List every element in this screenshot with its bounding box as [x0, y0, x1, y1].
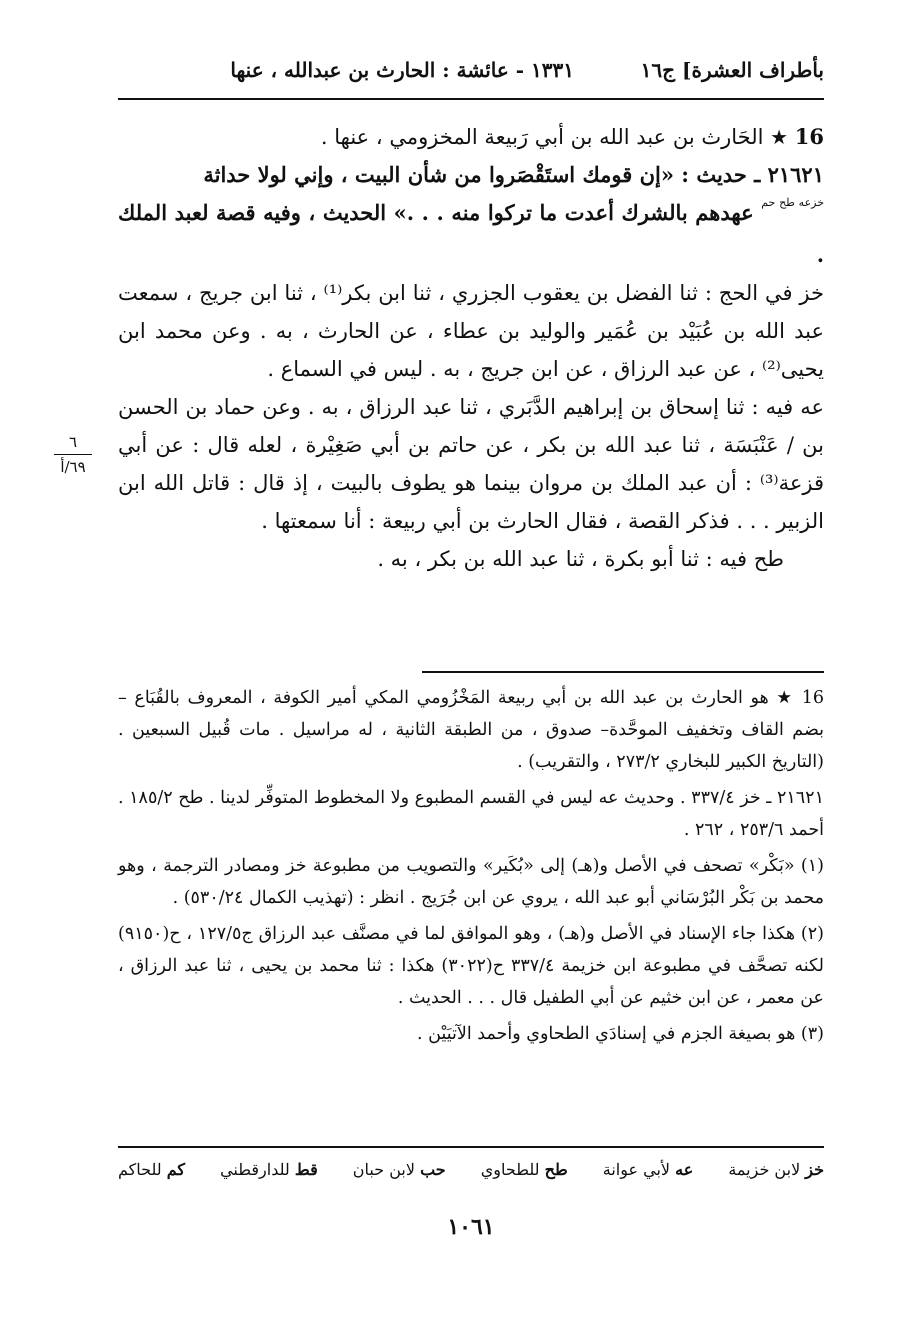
entry-number: 16 [794, 124, 824, 149]
margin-note-bottom: ٦٩/أ [60, 458, 86, 476]
hadith-sigla: خزعه طح حم [761, 196, 825, 209]
abbreviation-item: حب لابن حبان [352, 1160, 446, 1179]
abbreviation-rule [118, 1146, 824, 1148]
footnote: (١) «بَكْر» تصحف في الأصل و(هـ) إلى «بُكَير» والتصويب من مطبوعة خز ومصادر الترجمة ، وهو محمد بن بَكْر البُرْسَاني أبو عبد الله ، يروي عن ابن جُرَيج . انظر : (تهذيب الكمال ٥٣٠/٢٤) . [118, 856, 824, 908]
hadith-number: ٢١٦٢١ [767, 162, 824, 187]
entry-title: الحَارث بن عبد الله بن أبي رَبيعة المخزومي ، عنها . [320, 125, 764, 149]
abbreviation-item: كم للحاكم [118, 1160, 186, 1179]
abbreviation-item: قط للدارقطني [220, 1160, 318, 1179]
isnad-paragraph: عه فيه : ثنا إسحاق بن إبراهيم الدَّبَري ، ثنا عبد الرزاق ، به . وعن حماد بن الحسن بن / عَنْبَسَة ، ثنا عبد الله بن بكر ، عن حاتم بن أبي صَغِيْرة ، لعله قال : عن أبي قزعة⁽³⁾ : أن عبد الملك بن مروان بينما هو يطوف بالبيت ، إذ قال : قاتل الله ابن الزبير . . . فذكر القصة ، فقال الحارث بن أبي ربيعة : أنا سمعتها . [118, 395, 824, 533]
margin-note-top: ٦ [68, 433, 78, 451]
footnote: 16 ★ هو الحارث بن عبد الله بن أبي ربيعة المَخْزُومي المكي أمير الكوفة ، المعروف بالقُبَاع – بضم القاف وتخفيف الموحَّدة– صدوق ، من الطبقة الثانية ، له مراسيل . مات قُبيل السبعين . (التاريخ الكبير للبخاري ٢٧٣/٢ ، والتقريب) . [118, 688, 824, 772]
header-entry-ref: ١٣٣١ - عائشة : الحارث بن عبدالله ، عنها [230, 58, 574, 82]
hadith-line-1: ـ حديث : «إن قومك استَقْصَروا من شأن البيت ، وإني لولا حداثة [203, 162, 761, 187]
footnote-rule [422, 671, 824, 673]
margin-folio-note [52, 433, 94, 476]
abbreviation-key [118, 1160, 824, 1179]
footnote: (٢) هكذا جاء الإسناد في الأصل و(هـ) ، وهو الموافق لما في مصنَّف عبد الرزاق ج١٢٧/٥ ، ح(٩١٥٠) لكنه تصحَّف في مطبوعة ابن خزيمة ٣٣٧/٤ ح(٣٠٢٢) هكذا : ثنا محمد بن يحيى ، ثنا عبد الرزاق ، عن معمر ، عن ابن خثيم عن أبي الطفيل قال . . . الحديث . [118, 924, 825, 1008]
page-number: ١٠٦١ [447, 1214, 495, 1240]
running-header [118, 58, 824, 92]
hadith-text [118, 156, 824, 274]
footnote: (٣) هو بصيغة الجزم في إسنادَي الطحاوي وأحمد الآتيَيْن . [416, 1024, 824, 1044]
header-book-title: بأطراف العشرة] ج١٦ [640, 58, 824, 82]
abbreviation-item: عه لأبي عوانة [602, 1160, 694, 1179]
star-icon: ★ [770, 125, 789, 149]
abbreviation-item: خز لابن خزيمة [728, 1160, 824, 1179]
header-rule [118, 98, 824, 100]
isnad-paragraph: طح فيه : ثنا أبو بكرة ، ثنا عبد الله بن بكر ، به . [377, 547, 784, 571]
margin-note-divider [54, 454, 92, 455]
hadith-line-2: عهدهم بالشرك أعدت ما تركوا منه . . .» الحديث ، وفيه قصة لعبد الملك . [118, 200, 824, 267]
footnote: ٢١٦٢١ ـ خز ٣٣٧/٤ . وحديث عه ليس في القسم المطبوع ولا المخطوط المتوفِّر لدينا . طح ١٨٥/٢ . أحمد ٢٥٣/٦ ، ٢٦٢ . [118, 788, 824, 840]
isnad-paragraph: خز في الحج : ثنا الفضل بن يعقوب الجزري ، ثنا ابن بكر⁽¹⁾ ، ثنا ابن جريج ، سمعت عبد الله بن عُبَيْد بن عُمَير والوليد بن عطاء ، عن الحارث ، به . وعن محمد ابن يحيى⁽²⁾ ، عن عبد الرزاق ، عن ابن جريج ، به . ليس في السماع . [118, 281, 824, 381]
abbreviation-item: طح للطحاوي [480, 1160, 568, 1179]
footnotes [118, 682, 824, 1054]
entry-heading [118, 118, 824, 156]
main-text [118, 118, 824, 578]
